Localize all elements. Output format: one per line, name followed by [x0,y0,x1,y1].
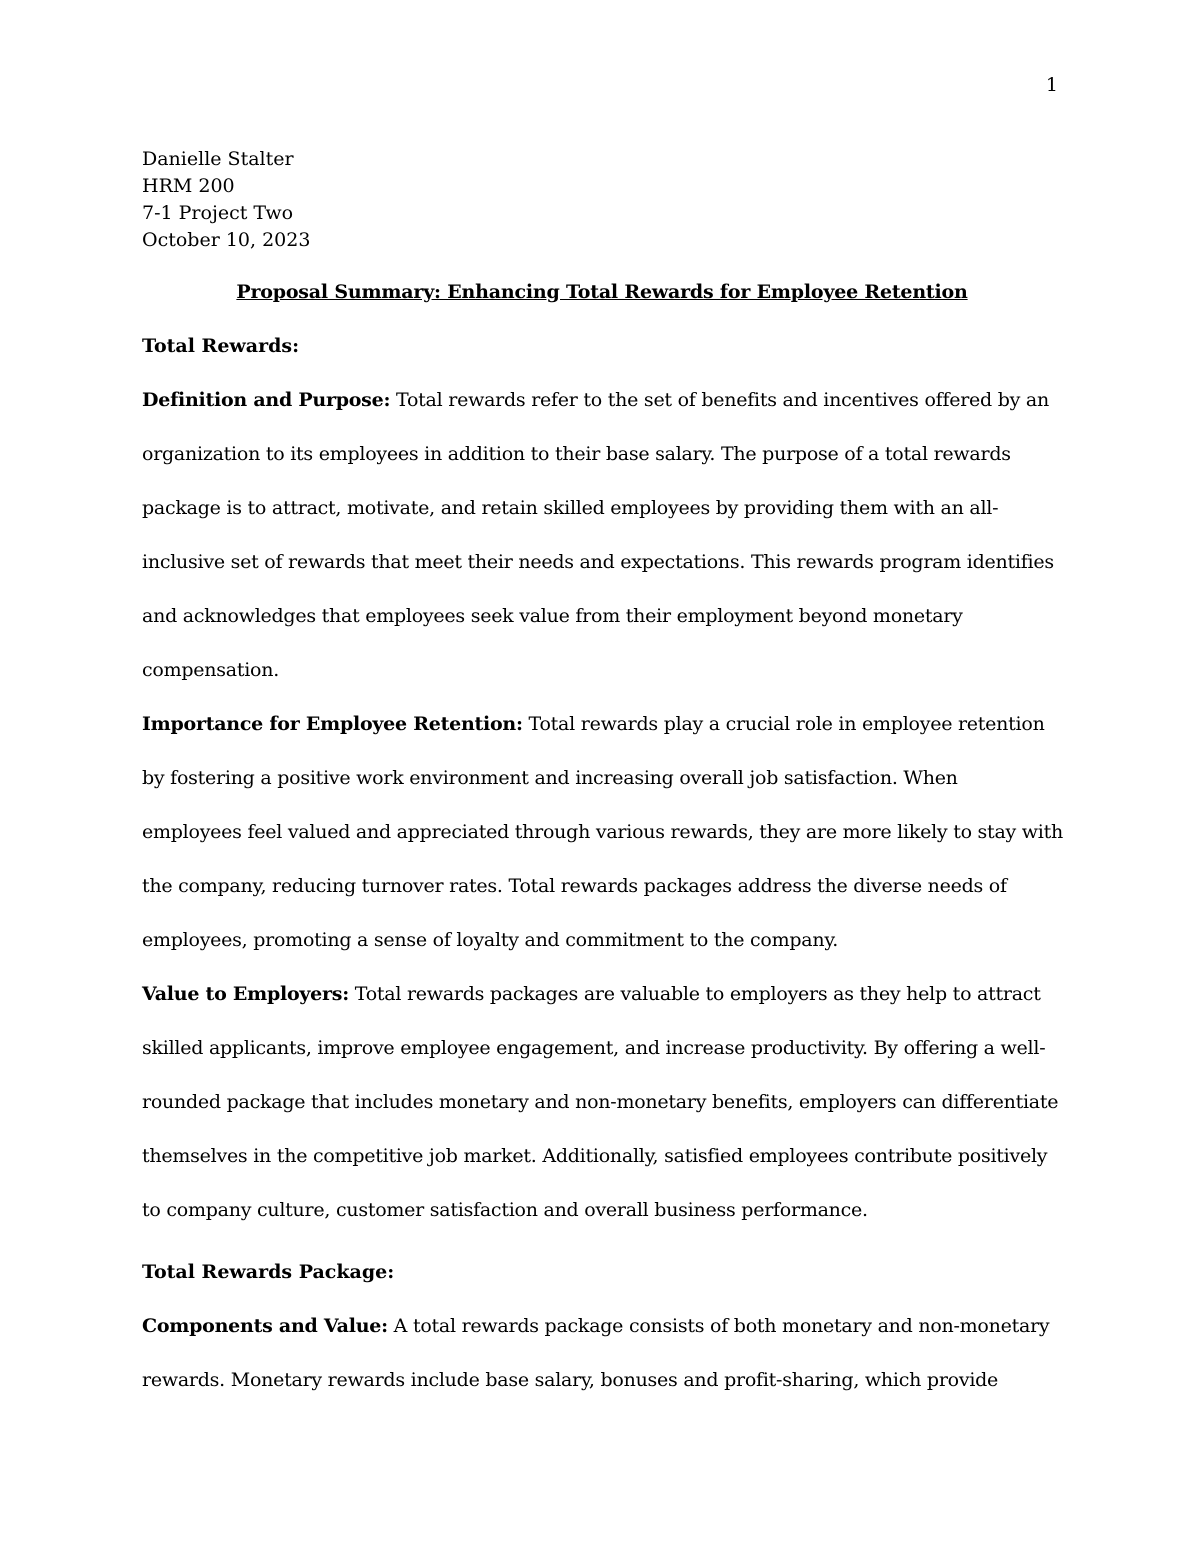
student-header [142,146,1062,254]
paragraph-line: themselves in the competitive job market. Additionally, satisfied employees contribute positively [142,1145,1048,1167]
paragraph-label: Components and Value: [142,1315,388,1337]
paragraph-line: to company culture, customer satisfaction and overall business performance. [142,1199,868,1221]
course-code: HRM 200 [142,175,235,197]
paragraph-label: Value to Employers: [142,983,349,1005]
author-name: Danielle Stalter [142,148,294,170]
paragraph-line: rounded package that includes monetary and non-monetary benefits, employers can differentiate [142,1091,1059,1113]
paragraph-line: and acknowledges that employees seek value from their employment beyond monetary [142,605,963,627]
paragraph-line: Definition and Purpose: Total rewards refer to the set of benefits and incentives offered by an [142,389,1049,411]
paragraph-line: Components and Value: A total rewards package consists of both monetary and non-monetary [142,1315,1050,1337]
paragraph-line: package is to attract, motivate, and retain skilled employees by providing them with an all- [142,497,999,519]
paragraph-components [142,1299,1062,1407]
section-heading-package: Total Rewards Package: [142,1261,395,1283]
document-title: Proposal Summary: Enhancing Total Rewards for Employee Retention [236,281,968,303]
paragraph-line: Importance for Employee Retention: Total rewards play a crucial role in employee retention [142,713,1045,735]
paragraph-label: Definition and Purpose: [142,389,391,411]
document-date: October 10, 2023 [142,229,311,251]
paragraph-label: Importance for Employee Retention: [142,713,523,735]
paragraph-line: organization to its employees in addition to their base salary. The purpose of a total rewards [142,443,1011,465]
section-heading-total-rewards: Total Rewards: [142,335,300,357]
paragraph-line: Value to Employers: Total rewards packages are valuable to employers as they help to attract [142,983,1041,1005]
paragraph-line: rewards. Monetary rewards include base salary, bonuses and profit-sharing, which provide [142,1369,999,1391]
paragraph-line: compensation. [142,659,279,681]
paragraph-line: employees feel valued and appreciated through various rewards, they are more likely to stay with [142,821,1064,843]
paragraph-line: skilled applicants, improve employee engagement, and increase productivity. By offering a well- [142,1037,1046,1059]
paragraph-line: inclusive set of rewards that meet their needs and expectations. This rewards program identifies [142,551,1054,573]
page-number: 1 [1045,74,1058,96]
assignment-name: 7-1 Project Two [142,202,294,224]
paragraph-importance [142,697,1062,967]
document-body [142,146,1062,1407]
paragraph-line: the company, reducing turnover rates. Total rewards packages address the diverse needs of [142,875,1007,897]
paragraph-line: by fostering a positive work environment and increasing overall job satisfaction. When [142,767,958,789]
paragraph-value [142,967,1062,1237]
paragraph-definition [142,373,1062,697]
paragraph-line: employees, promoting a sense of loyalty and commitment to the company. [142,929,839,951]
